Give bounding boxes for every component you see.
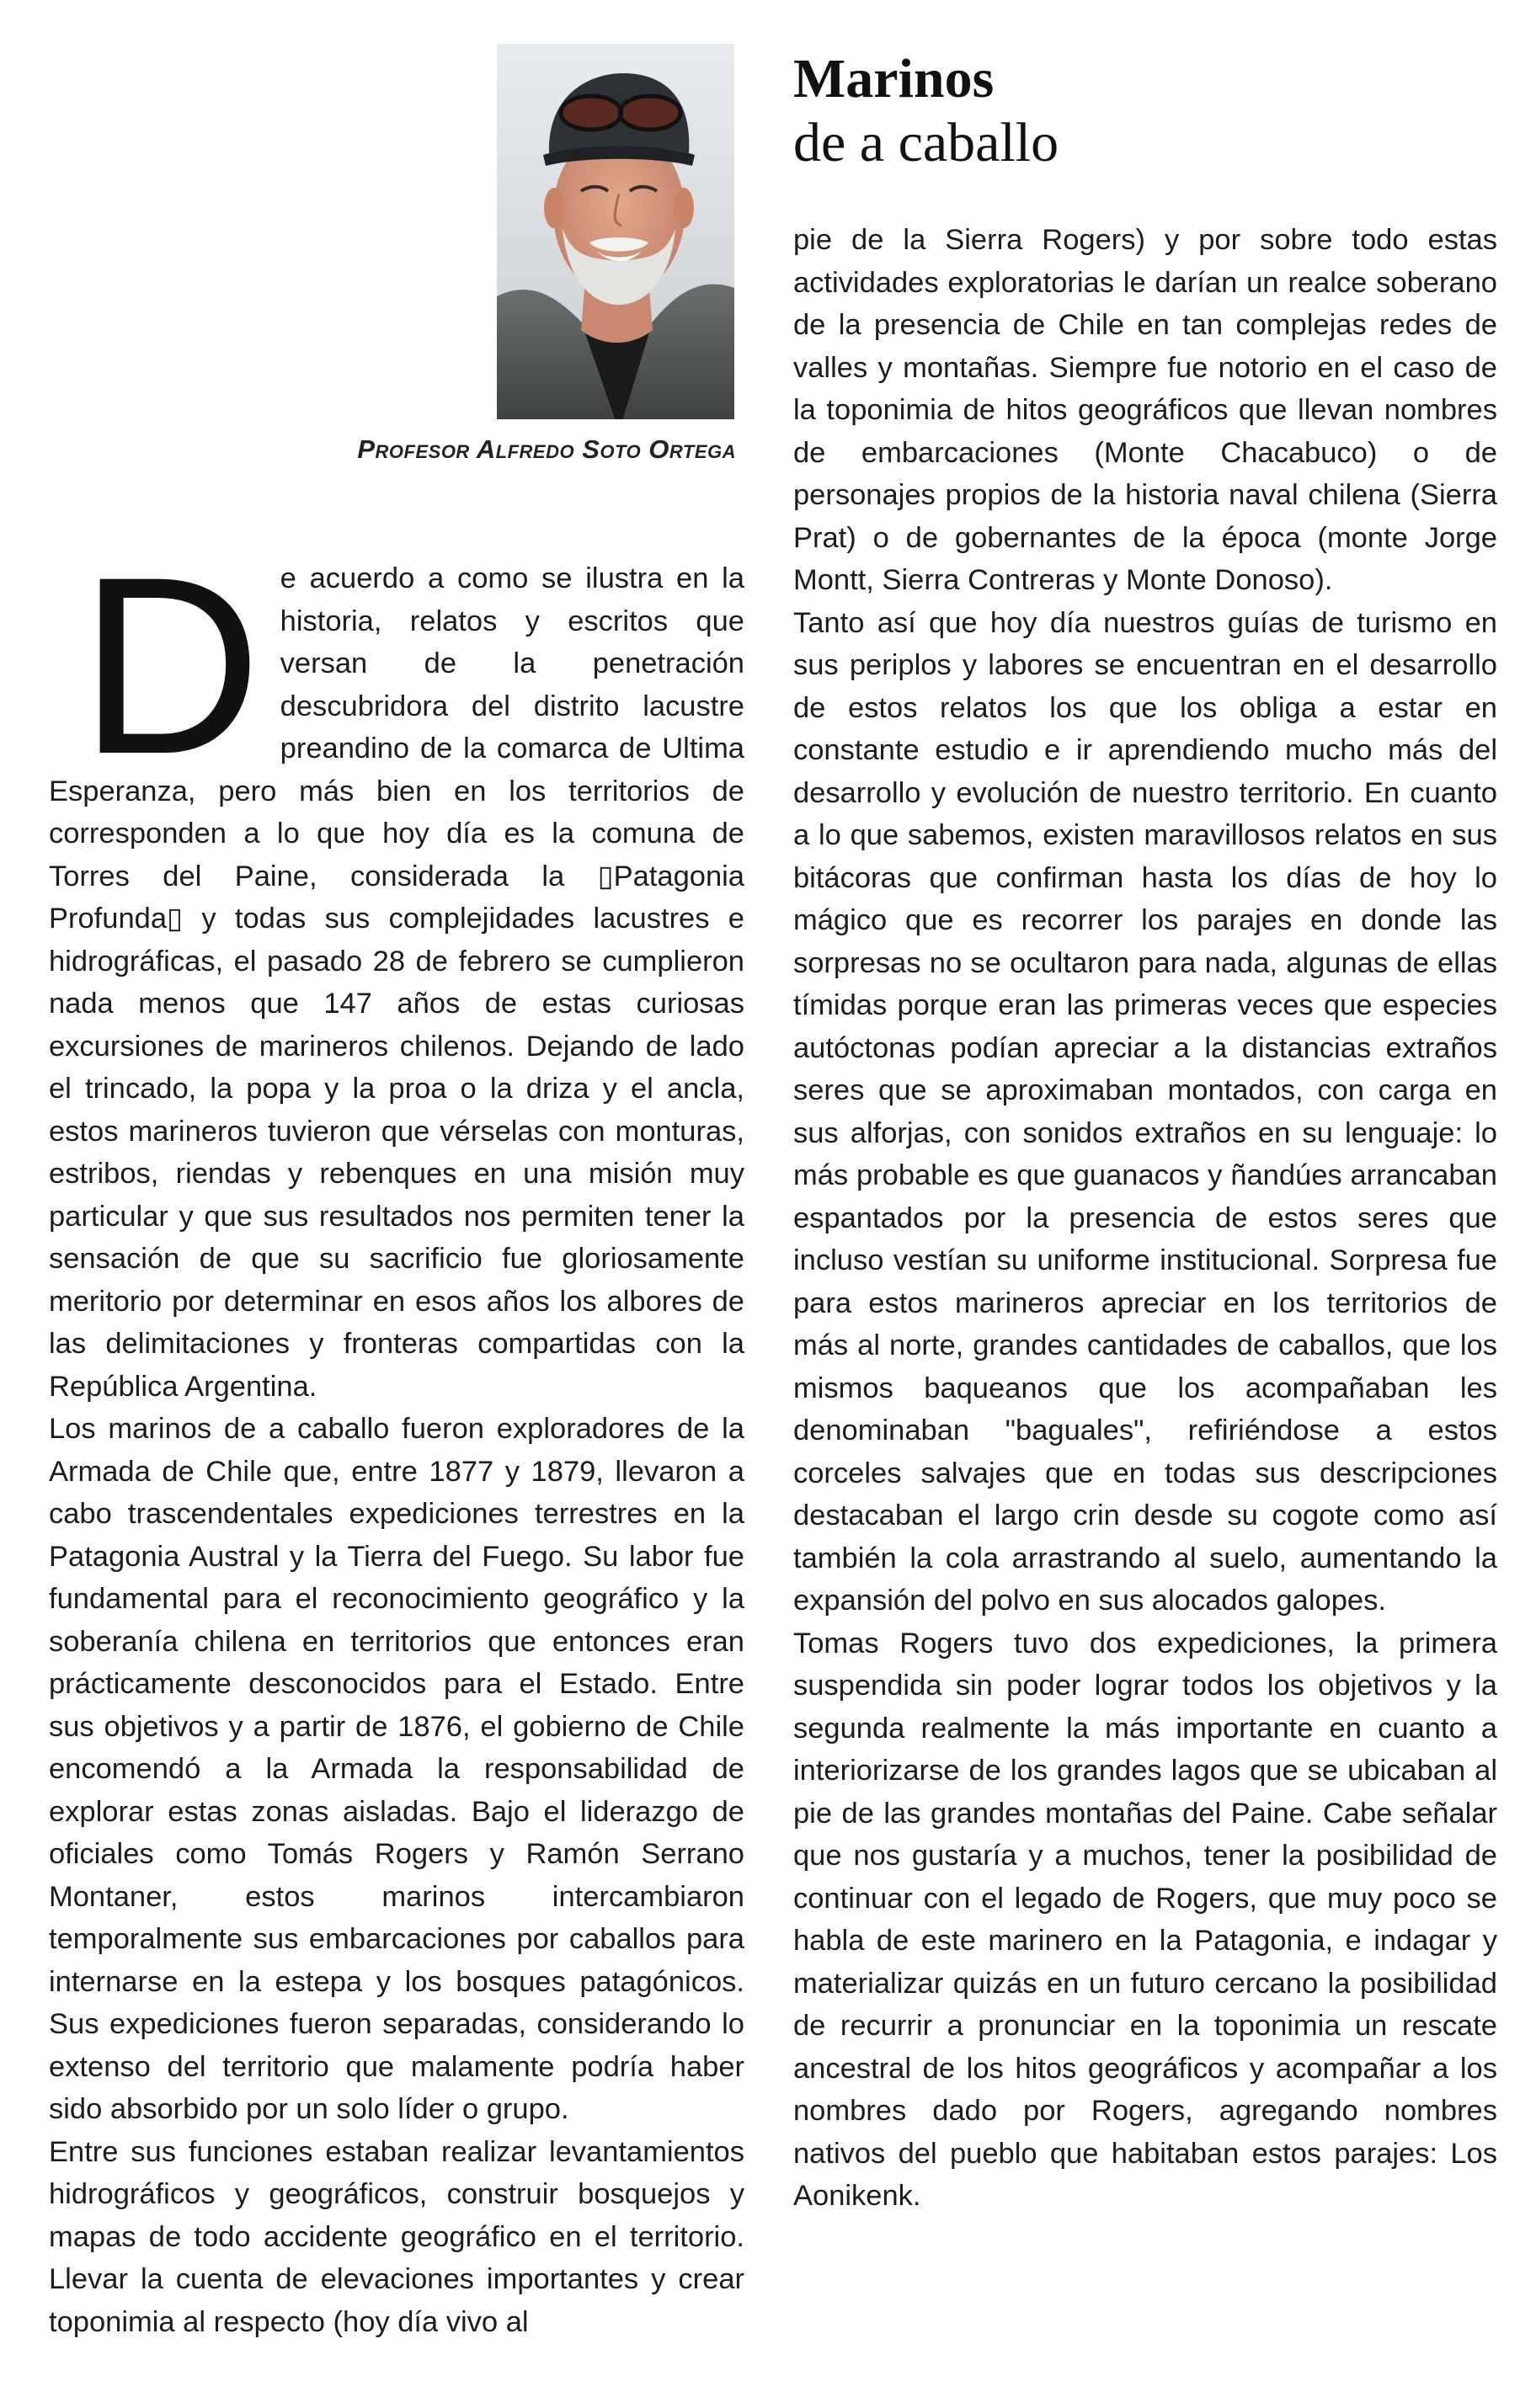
right-paragraph-2: Tanto así que hoy día nuestros guías de turismo en sus periplos y labores se encuentran en el desarrollo de estos relatos los que los obliga a estar en constante estudio e ir aprendiendo mucho más del desarrollo y evolución de nuestro territorio. En cuanto a lo que sabemos, existen maravillosos relatos en sus bitácoras que confirman hasta los días de hoy lo mágico que es recorrer los parajes en donde las sorpresas no se ocultaron para nada, algunas de ellas tímidas porque eran las primeras veces que especies autóctonas podían apreciar a la distancias extraños seres que se aproximaban montados, con carga en sus alforjas, con sonidos extraños en su lenguaje: lo más probable es que guanacos y ñandúes arrancaban espantados por la presencia de estos seres que incluso vestían su uniforme institucional. Sorpresa fue para estos marineros apreciar en los territorios de más al norte, grandes cantidades de caballos, que los mismos baqueanos que los acompañaban les denominaban "baguales", refiriéndose a estos corceles salvajes que en todas sus descripciones destacaban el largo crin desde su cogote como así también la cola arrastrando al suelo, aumentando la expansión del polvo en sus alocados galopes. [793,606,1497,1617]
right-paragraph-3: Tomas Rogers tuvo dos expediciones, la primera suspendida sin poder lograr todos los objetivos y la segunda realmente la más importante en cuanto a interiorizarse de los grandes lagos que se ubicaban al pie de las grandes montañas del Paine. Cabe señalar que nos gustaría y a muchos, tener la posibilidad de continuar con el legado de Rogers, que muy poco se habla de este marinero en la Patagonia, e indagar y materializar quizás en un futuro cercano la posibilidad de recurrir a pronunciar en la toponimia un rescate ancestral de los hitos geográficos y acompañar a los nombres dado por Rogers, agregando nombres nativos del pueblo que habitaban estos parajes: Los Aonikenk. [793,1627,1497,2212]
author-caption: Profesor Alfredo Soto Ortega [357,434,736,464]
left-paragraph-2: Los marinos de a caballo fueron exploradores de la Armada de Chile que, entre 1877 y 1879, llevaron a cabo trascendentales expediciones terrestres en la Patagonia Austral y la Tierra del Fuego. Su labor fue fundamental para el reconocimiento geográfico y la soberanía chilena en territorios que entonces eran prácticamente desconocidos para el Estado. Entre sus objetivos y a partir de 1876, el gobierno de Chile encomendó a la Armada la responsabilidad de explorar estas zonas aisladas. Bajo el liderazgo de oficiales como Tomás Rogers y Ramón Serrano Montaner, estos marinos intercambiaron temporalmente sus embarcaciones por caballos para internarse en la estepa y los bosques patagónicos. Sus expediciones fueron separadas, considerando lo extenso del territorio que malamente podría haber sido absorbido por un solo líder o grupo. [49,1413,744,2125]
author-portrait-image [497,44,734,419]
article-subtitle: de a caballo [793,112,1059,173]
article-title: Marinos [793,48,995,109]
left-body-text [49,524,744,2343]
right-paragraph-1: pie de la Sierra Rogers) y por sobre todo estas actividades exploratorias le darían un realce soberano de la presencia de Chile en tan complejas redes de valles y montañas. Siempre fue notorio en el caso de la toponimia de hitos geográficos que llevan nombres de embarcaciones (Monte Chacabuco) o de personajes propios de la historia naval chilena (Sierra Prat) o de gobernantes de la época (monte Jorge Montt, Sierra Contreras y Monte Donoso). [793,224,1497,596]
right-column [793,34,1497,2212]
left-paragraph-3: Entre sus funciones estaban realizar levantamientos hidrográficos y geográficos, construir bosquejos y mapas de todo accidente geográfico en el territorio. Llevar la cuenta de elevaciones importantes y crear toponimia al respecto (hoy día vivo al [49,2135,744,2338]
author-photo [497,44,734,419]
left-paragraph-1: e acuerdo a como se ilustra en la historia, relatos y escritos que versan de la penetración descubridora del distrito lacustre preandino de la comarca de Ultima Esperanza, pero más bien en los territorios de corresponden a lo que hoy día es la comuna de Torres del Paine, considerada la ▯Patagonia Profunda▯ y todas sus complejidades lacustres e hidrográficas, el pasado 28 de febrero se cumplieron nada menos que 147 años de estas curiosas excursiones de marineros chilenos. Dejando de lado el trincado, la popa y la proa o la driza y el ancla, estos marineros tuvieron que vérselas con monturas, estribos, riendas y rebenques en una misión muy particular y que sus resultados nos permiten tener la sensación de que su sacrificio fue gloriosamente meritorio por determinar en esos años los albores de las delimitaciones y fronteras compartidas con la República Argentina. [49,562,744,1403]
drop-cap: D [79,524,262,807]
right-body-text [793,219,1497,2218]
